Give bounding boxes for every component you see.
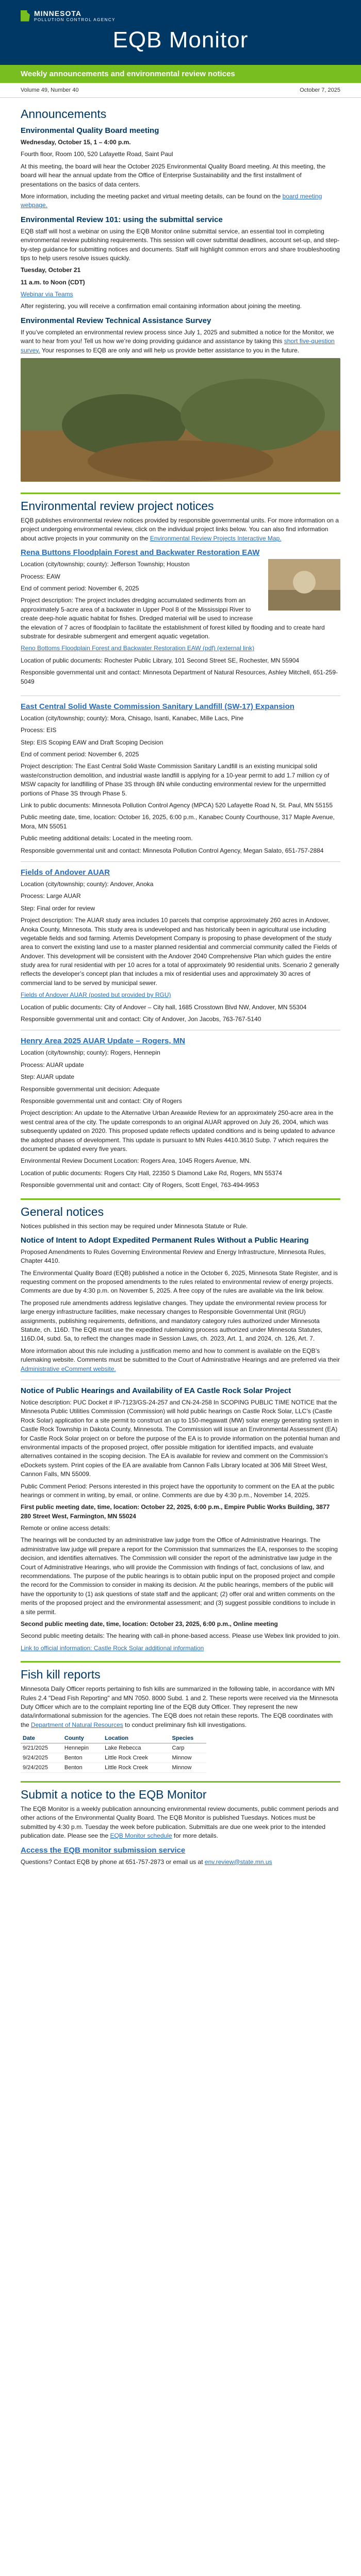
eqb-meeting-more: More information, including the meeting packet and virtual meeting details, can be found on the board meeting webpage. xyxy=(21,192,322,209)
feature-photo xyxy=(21,358,340,482)
project-meeting: Environmental Review Document Location: Rogers Area, 1045 Rogers Avenue, MN. xyxy=(21,1157,251,1165)
project-comment-end: End of comment period: November 6, 2025 xyxy=(21,584,139,592)
general-intro: Notices published in this section may be required under Minnesota Statute or Rule. xyxy=(21,1222,248,1230)
project-process: Process: AUAR update xyxy=(21,1061,84,1069)
table-row: 9/24/2025 Benton Little Rock Creek Minnow xyxy=(21,1763,206,1773)
general-notice-body: The Environmental Quality Board (EQB) published a notice in the October 6, 2025, Minnesota State Register, and is requesting comment on the proposed amendments to the rules related to environmental review of energy projects. Comments are due by 4:30 p.m. on November 5, 2025. A free copy of the rules are available via the link below. xyxy=(21,1269,338,1295)
masthead xyxy=(0,0,361,65)
project-title-ecswc[interactable]: East Central Solid Waste Commission Sanitary Landfill (SW-17) Expansion xyxy=(21,702,294,711)
project-description: Project description: The project includes dredging accumulated sediments from an approximately 5-acre area of a backwater in Upper Pool 8 of the Mississippi River to create deep-hole aquatic habitat for fishes. Dredged material will be used to increase the elevation of 7 acres of floodplain to facilitate the establishment of forest killed by flooding and to create hard substrate for desirable submergent and emergent aquatic vegetation. xyxy=(21,597,325,640)
table-row: 9/21/2025 Hennepin Lake Rebecca Carp xyxy=(21,1743,206,1753)
dnr-link[interactable]: Department of Natural Resources xyxy=(31,1721,123,1728)
hearing-second: Second public meeting date, time, location: October 23, 2025, 6:00 p.m., Online meeting xyxy=(21,1620,278,1628)
project-process: Process: EAW xyxy=(21,572,60,580)
general-notice-body: Proposed Amendments to Rules Governing Environmental Review and Energy Infrastructure, Minnesota Rules, Chapter 4410. xyxy=(21,1248,326,1265)
fish-intro: Minnesota Daily Officer reports pertaining to fish kills are summarized in the following table, in accordance with MN Rules 2.4 "Dead Fish Reporting" and MN 7050. 8000 Subd. 1 and 2. These reports were received via the Minnesota Duty Officer which are to the complaint reporting line of the EQB duty Officer. They represent the new data/informational submission for the agencies. The EQB does not retain these reports. The EQB coordinates with the Department of Natural Resources to conduct preliminary fish kill investigations. xyxy=(21,1685,338,1728)
project-documents-location: Location of public documents: Rogers City Hall, 22350 S Diamond Lake Rd, Rogers, MN 55374 xyxy=(21,1169,282,1177)
project-contact: Responsible governmental unit and contact: City of Andover, Jon Jacobs, 763-767-5140 xyxy=(21,1015,261,1023)
notices-intro: EQB publishes environmental review notices provided by responsible governmental units. For more information on a project undergoing environmental review, click on the individual project links below. You can also find information about active projects in your community on the Environmental Review Projects Interactive Map. xyxy=(21,517,339,542)
project-description: Project description: An update to the Alternative Urban Areawide Review for an approximately 250-acre area in the west central area of the city. The update corresponds to an original AUAR approved on July 26, 2004, which was subsequently updated on 2020. This proposed update reflects updated conditions and is being updated to advance the adopted phases of development. This update is pursuant to MN Rules 4410.3610 Subp. 7 which requires the document be updated every five years. xyxy=(21,1109,335,1153)
survey-title: Environmental Review Technical Assistance Survey xyxy=(21,316,211,325)
submit-heading: Submit a notice to the EQB Monitor xyxy=(21,1788,207,1802)
agency-logo xyxy=(21,9,340,22)
webinar-time: 11 a.m. to Noon (CDT) xyxy=(21,278,85,286)
column-header: Species xyxy=(170,1734,206,1743)
project-process: Process: Large AUAR xyxy=(21,892,81,900)
project-title-reno[interactable]: Rena Buttons Floodplain Forest and Backwater Restoration EAW xyxy=(21,548,260,557)
fish-kill-table xyxy=(21,1734,206,1773)
board-meeting-link[interactable]: board meeting webpage. xyxy=(21,192,322,209)
general-notice-body: Public Comment Period: Persons interested in this project have the opportunity to comment on the EA at the public hearings or comment in writing, by email, or online. Comments are due by 4:30 p.m., November 14, 2025. xyxy=(21,1482,335,1499)
table-row: 9/24/2025 Benton Little Rock Creek Minnow xyxy=(21,1753,206,1763)
agency-name: MINNESOTA xyxy=(34,9,81,18)
project-location: Location (city/township; county): Jefferson Township; Houston xyxy=(21,561,190,568)
general-heading: General notices xyxy=(21,1205,104,1218)
project-photo xyxy=(268,559,340,611)
tagline: Weekly announcements and environmental review notices xyxy=(0,65,361,83)
webinar-body: EQB staff will host a webinar on using the EQB Monitor online submittal service, an essential tool in completing environmental review publishing requirements. This session will cover submittal deadlines, account set-up, and step-by-step guidance for submitting notices and documents. Staff will highlight common errors and share troubleshooting tips to help users resolve issues quickly. xyxy=(21,227,340,262)
projects-map-link[interactable]: Environmental Review Projects Interactive Map. xyxy=(150,534,282,542)
general-notice-body: The proposed rule amendments address legislative changes. They update the environmental review process for large energy infrastructure facilities, make necessary changes to Responsible Governmental Unit (RGU) assignments, publishing requirements, definitions, and mandatory category rules authorized under Minnesota Statute, ch. 116D. The EQB must use the expedited rulemaking process authorized under Minnesota Statutes, 116D.04, subd. 5a, to reflect the changes made in Session Laws, ch. 2023, Art. 1, and 2024, ch. 126, Art. 7. xyxy=(21,1299,327,1343)
project-step: Step: Final order for review xyxy=(21,904,95,912)
project-description: Project description: The AUAR study area includes 10 parcels that comprise approximately 260 acres in Andover, Anoka County, Minnesota. This study area is undeveloped and has historically been in agricultural use including vegetable fields and sod farming. Artemis Development Company is proposing to phase development of the study area to convert the existing land use to a master planned residential and commercial community called the Fields of Andover. This development will be consistent with the Andover 2040 Comprehensive Plan which guides the entire study area for rural residential with per 10 acres for a total of approximately 90 residential units. Scenario 2 generally reflects the developer’s concept plan that includes a mix of residential uses and approximately 30 acres of commercial land to be served by municipal sewer. xyxy=(21,917,339,987)
column-header: County xyxy=(62,1734,103,1743)
ecomment-link[interactable]: Administrative eComment website. xyxy=(21,1365,116,1372)
general-notice-body: Notice description: PUC Docket # IP-7123/GS-24-257 and CN-24-258 In SCOPING PUBLIC TIME NOTICE that the Minnesota Public Utilities Commission (Commission) will hold public hearings on Castle Rock Solar, LLC’s (Castle Rock Solar) application for a site permit to construct an up to 150-megawatt (MW) solar energy generating system in Castle Rock Township in Dakota County, Minnesota. The Commission will issue an Environmental Assessment (EA) for Castle Rock Solar project on or before the purpose of the EA is to provide information on the potential human and environmental impacts of the proposed project, offer possible mitigation for identified impacts, and evaluate alternatives contained in the scoping decision. The EA is available for review and comment on the Commission’s eDockets system. Print copies of the EA are available from Cannon Falls Library located at 306 Mill Street West, Cannon Falls, MN 55009. xyxy=(21,1398,340,1478)
notices-heading: Environmental review project notices xyxy=(21,499,214,513)
section-divider xyxy=(21,493,340,494)
divider xyxy=(21,861,340,862)
state-shape-icon xyxy=(21,10,30,22)
project-doc-link[interactable]: Reno Bottoms Floodplain Forest and Backwater Restoration EAW (pdf) (external link) xyxy=(21,645,255,652)
column-header: Date xyxy=(21,1734,62,1743)
agency-subname: POLLUTION CONTROL AGENCY xyxy=(34,18,116,22)
project-comment-end: End of comment period: November 6, 2025 xyxy=(21,751,139,758)
eqb-meeting-where: Fourth floor, Room 100, 520 Lafayette Road, Saint Paul xyxy=(21,150,173,158)
project-documents-location: Location of public documents: City of Andover – City hall, 1685 Crosstown Blvd NW, Andover, MN 55304 xyxy=(21,1003,307,1011)
project-contact: Responsible governmental unit and contact: Minnesota Pollution Control Agency, Megan Salato, 651-757-2884 xyxy=(21,846,324,854)
newsletter-title: EQB Monitor xyxy=(112,27,249,53)
project-location: Location (city/township; county): Andover, Anoka xyxy=(21,880,154,888)
section-divider xyxy=(21,1661,340,1663)
submission-service-link[interactable]: Access the EQB monitor submission service xyxy=(21,1845,186,1855)
project-rgu-decision: Responsible governmental unit decision: Adequate xyxy=(21,1085,160,1093)
project-meeting-details: Public meeting additional details: Located in the meeting room. xyxy=(21,835,193,842)
hearing-second-details: Second public meeting details: The hearing with call-in phone-based access. Please use Webex link provided to join. xyxy=(21,1632,340,1640)
project-process: Process: EIS xyxy=(21,726,57,734)
eqb-meeting-title: Environmental Quality Board meeting xyxy=(21,126,159,135)
questions: Questions? Contact EQB by phone at 651-757-2873 or email us at env.review@state.mn.us xyxy=(21,1858,272,1866)
project-contact: Responsible governmental unit and contact: Minnesota Department of Natural Resources, Ashley Mitchell, 651-259-5049 xyxy=(21,669,338,685)
schedule-link[interactable]: EQB Monitor schedule xyxy=(110,1832,172,1840)
email-link[interactable]: env.review@state.mn.us xyxy=(204,1858,272,1866)
project-title-andover[interactable]: Fields of Andover AUAR xyxy=(21,868,110,877)
project-rgu-contact: Responsible governmental unit and contact: City of Rogers xyxy=(21,1097,182,1105)
project-location: Location (city/township; county): Rogers, Hennepin xyxy=(21,1049,160,1057)
eqb-meeting-body: At this meeting, the board will hear the October 2025 Environmental Quality Board meeting. At this meeting, the board will hear the annual update from the Office of Enterprise Sustainability and the first installment of presentations on the basics of data centers. xyxy=(21,162,325,188)
hearing-remote: Remote or online access details: xyxy=(21,1524,110,1532)
project-documents-location: Location of public documents: Rochester Public Library, 101 Second Street SE, Rochester, MN 55904 xyxy=(21,656,300,664)
webinar-title: Environmental Review 101: using the submittal service xyxy=(21,215,223,224)
castle-rock-link[interactable]: Link to official information: Castle Rock Solar additional information xyxy=(21,1644,204,1652)
project-step: Step: AUAR update xyxy=(21,1073,75,1081)
general-notice-body: The hearings will be conducted by an administrative law judge from the Office of Administrative Hearings. The administrative law judge will prepare a report for the Commission that summarizes the EA, responses to the scoping decision, and identifies alternatives. The Commission will consider the report of the administrative law judge in the Court of Administrative Hearings, who will provide the Commission with findings of fact, conclusions of law, and recommendations. The purpose of the public hearings is to obtain public input on the proposed project and compile the record for the Commission to consider in making its decision. At the public hearings, members of the public will have the opportunity to (1) ask questions of state staff and the applicant; (2) offer oral and written comments on the merits of the proposed project and the environmental assessment; and (3) suggest possible conditions to include in a site permit. xyxy=(21,1536,338,1616)
project-step: Step: EIS Scoping EAW and Draft Scoping Decision xyxy=(21,738,163,746)
project-contact: Responsible governmental unit and contact: City of Rogers, Scott Engel, 763-494-9953 xyxy=(21,1181,259,1189)
general-notice-body: More information about this rule including a justification memo and how to comment is available on the EQB’s rulemaking website. Comments must be submitted to the Court of Administrative Hearings and are preferred via their Administrative eComment website. xyxy=(21,1347,340,1372)
survey-link[interactable]: short five-question survey. xyxy=(21,337,335,354)
issue-date: October 7, 2025 xyxy=(300,87,340,93)
section-divider xyxy=(21,1781,340,1783)
project-description: Project description: The East Central Solid Waste Commission Sanitary Landfill is an existing municipal solid waste/construction demolition, and industrial waste landfill is applying for a 10-year permit to add 1.7 million cy of MSW capacity for landfilling of Phase 3S through 8N while conducting environmental review for the unpermitted portions of Phase 3S through Phase 5. xyxy=(21,762,330,797)
section-divider xyxy=(21,1198,340,1200)
announcements-heading: Announcements xyxy=(21,107,107,121)
project-doc-link: Link to public documents: Minnesota Pollution Control Agency (MPCA) 520 Lafayette Road N, St. Paul, MN 55155 xyxy=(21,802,333,809)
webinar-date: Tuesday, October 21 xyxy=(21,266,81,274)
project-location: Location (city/township; county): Mora, Chisago, Isanti, Kanabec, Mille Lacs, Pine xyxy=(21,714,244,722)
project-title-henry[interactable]: Henry Area 2025 AUAR Update – Rogers, MN xyxy=(21,1037,185,1046)
column-header: Location xyxy=(103,1734,170,1743)
project-doc-link[interactable]: Fields of Andover AUAR (posted but provided by RGU) xyxy=(21,991,171,999)
issue-meta xyxy=(0,83,361,98)
fish-heading: Fish kill reports xyxy=(21,1668,101,1682)
general-notice-title: Notice of Intent to Adopt Expedited Permanent Rules Without a Public Hearing xyxy=(21,1235,309,1245)
webinar-after: After registering, you will receive a confirmation email containing information about joining the meeting. xyxy=(21,302,302,310)
volume-number: Volume 49, Number 40 xyxy=(21,87,79,93)
submit-body: The EQB Monitor is a weekly publication announcing environmental review documents, public comment periods and other actions of the Environmental Quality Board. The EQB Monitor is published Tuesdays. Notices must be submitted by 4:30 p.m. Tuesday the week before publication. Submittals are due one week prior to the intended publication date. Please see the EQB Monitor schedule for more details. xyxy=(21,1805,339,1840)
general-notice-title: Notice of Public Hearings and Availability of EA Castle Rock Solar Project xyxy=(21,1386,291,1395)
eqb-meeting-when: Wednesday, October 15, 1 – 4:00 p.m. xyxy=(21,139,131,146)
webinar-platform[interactable]: Webinar via Teams xyxy=(21,291,73,298)
project-meeting: Public meeting date, time, location: October 16, 2025, 6:00 p.m., Kanabec County Courthouse, 317 Maple Avenue, Mora, MN 55051 xyxy=(21,814,335,830)
survey-body: If you’ve completed an environmental review process since July 1, 2025 and submitted a notice for the Monitor, we want to hear from you! Tell us how we’re doing providing guidance and assistance by taking this short five-question survey. Your responses to EQB are only and will help us provide better assistance to you in the future. xyxy=(21,328,335,354)
hearing-first: First public meeting date, time, location: October 22, 2025, 6:00 p.m., Empire Public Works Building, 3877 280 Street West, Farmington, MN 55024 xyxy=(21,1503,330,1520)
